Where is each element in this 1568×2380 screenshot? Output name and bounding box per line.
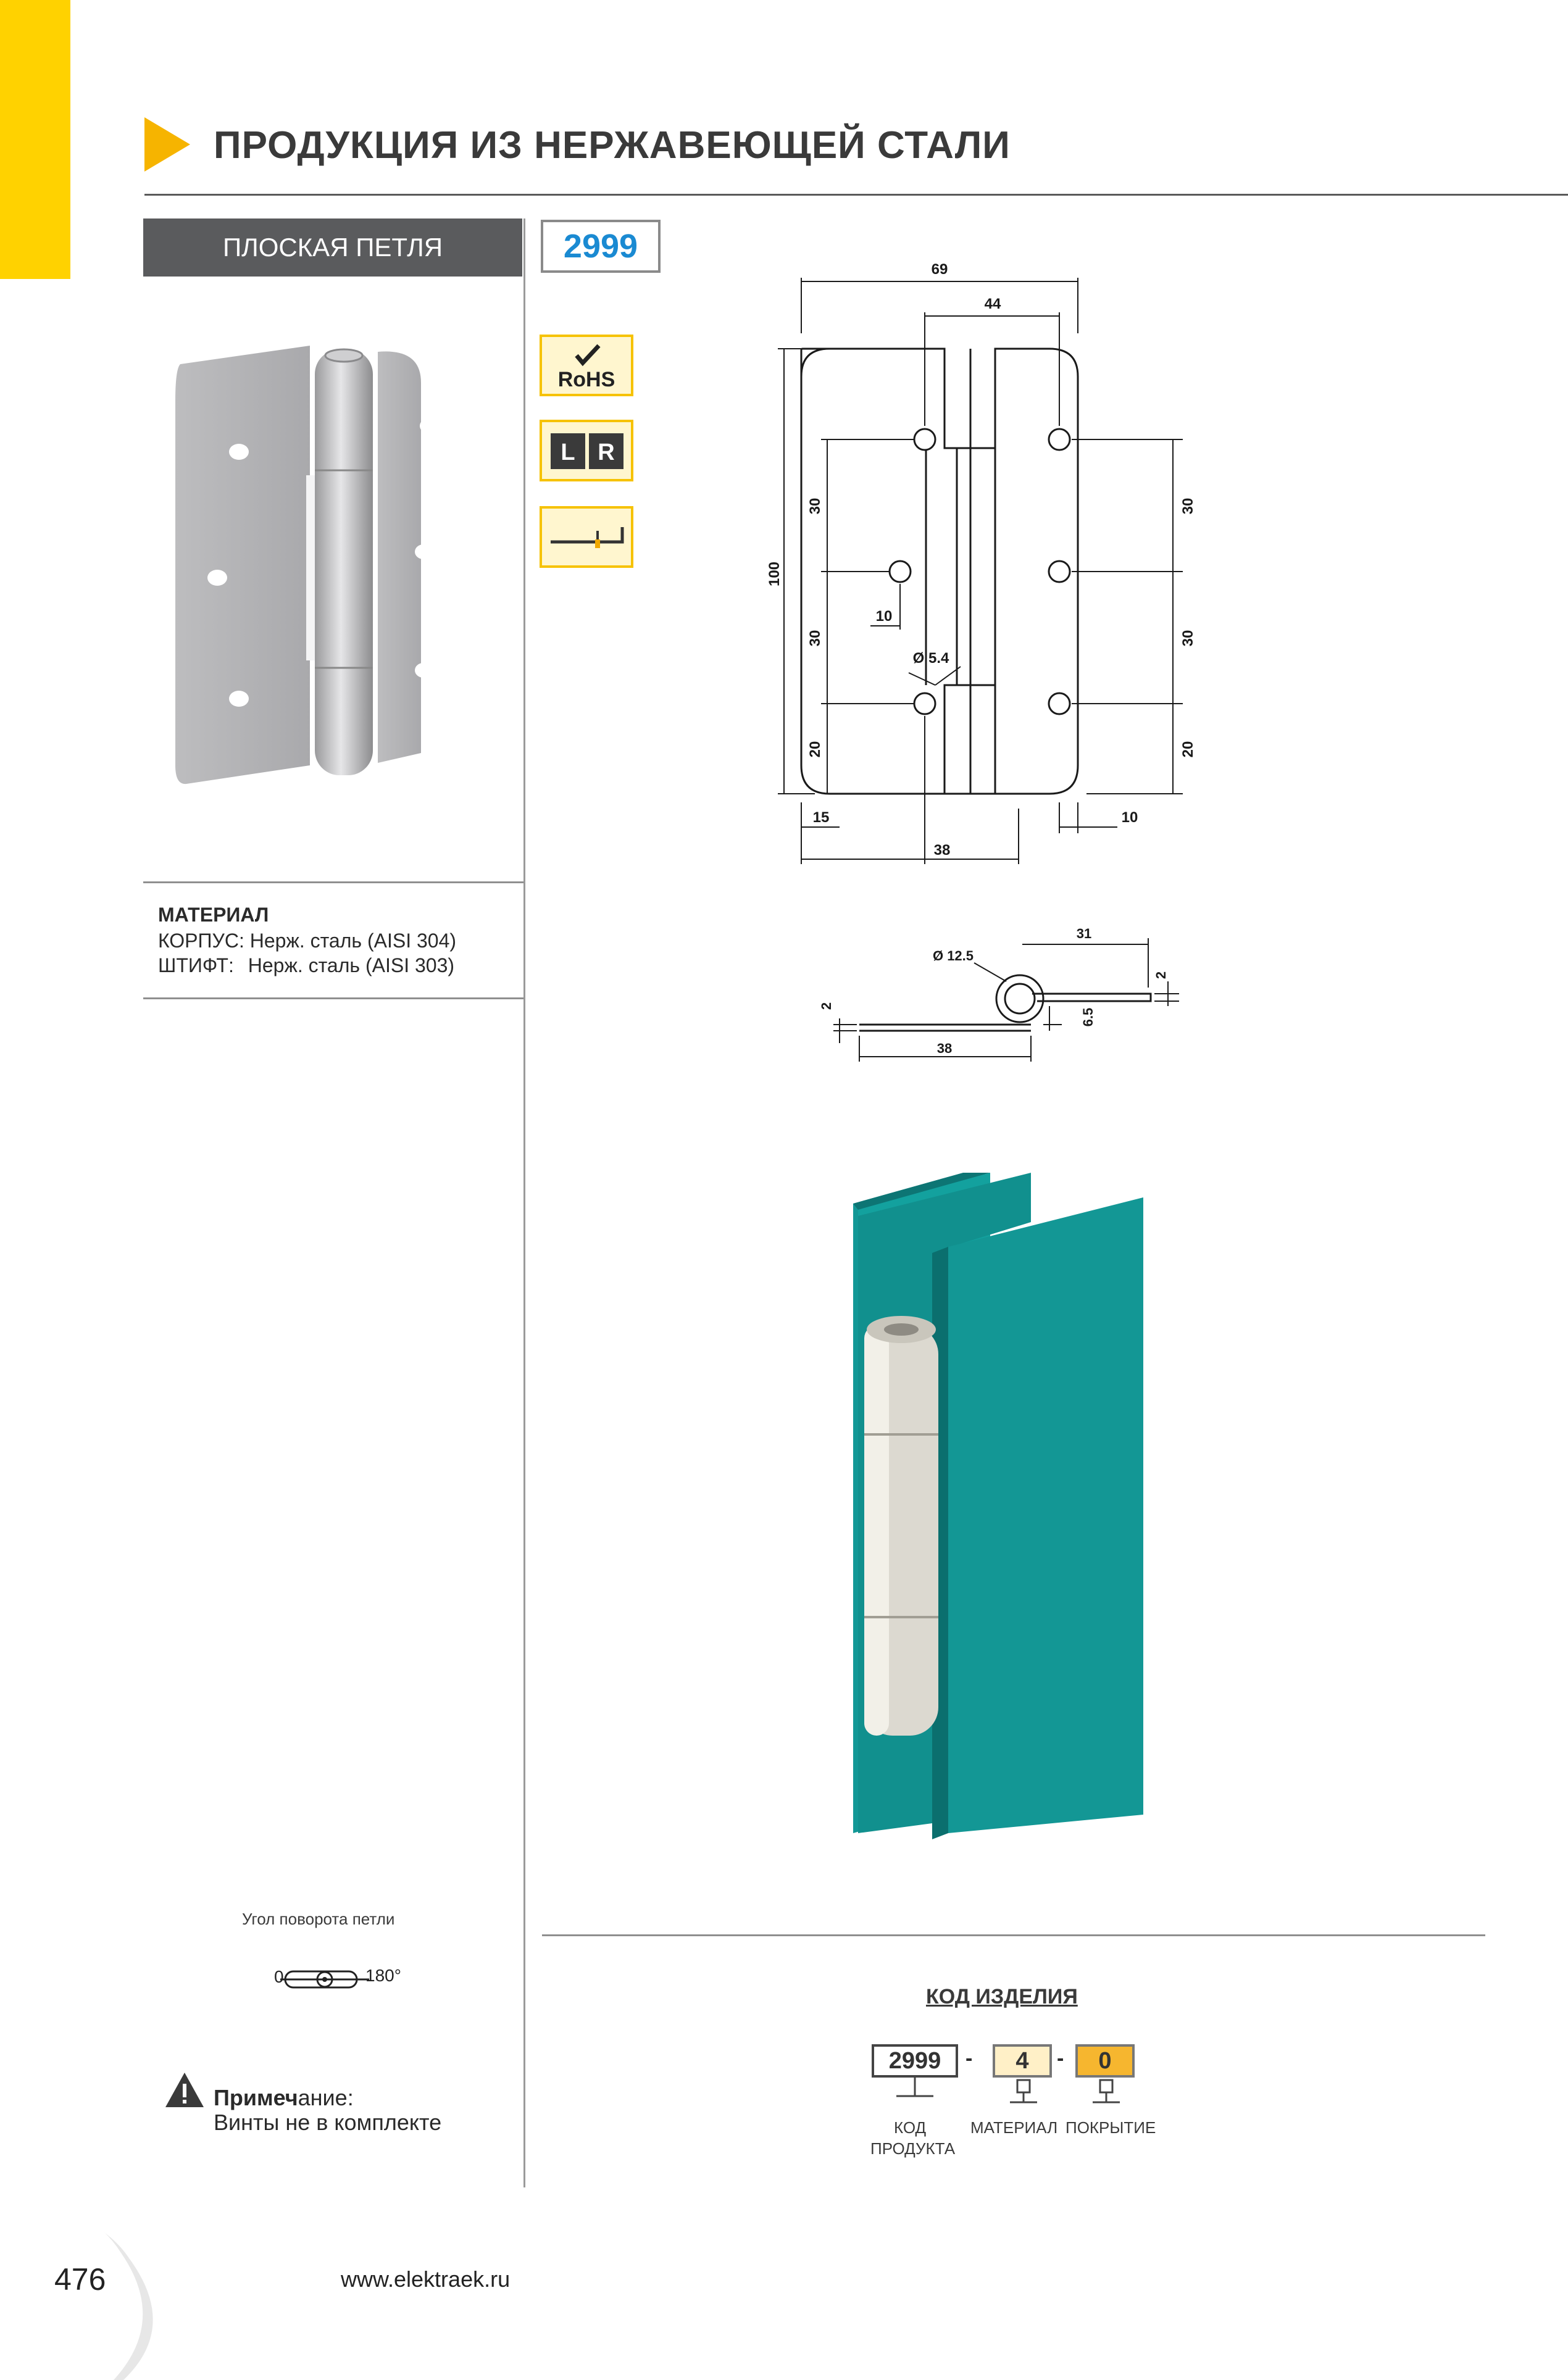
rohs-badge	[540, 335, 633, 396]
dim-31: 31	[1076, 926, 1092, 941]
rotation-max: 180°	[365, 1966, 401, 1985]
material-heading: МАТЕРИАЛ	[158, 904, 269, 926]
yellow-tab	[0, 0, 70, 279]
label-product-2: ПРОДУКТА	[870, 2139, 956, 2158]
side-view-drawing	[803, 913, 1210, 1068]
title-divider	[144, 194, 1568, 196]
left-right-badge	[540, 420, 633, 481]
pin-value: Нерж. сталь (AISI 303)	[248, 954, 455, 976]
product-code: 2999	[541, 220, 661, 273]
note-text: Винты не в комплекте	[214, 2110, 442, 2135]
dim-44: 44	[984, 296, 1001, 312]
material-body	[158, 930, 456, 952]
dim-20-right: 20	[1180, 741, 1196, 758]
dim-30-right-b: 30	[1180, 630, 1196, 647]
footer-url[interactable]: www.elektraek.ru	[341, 2266, 511, 2292]
dim-30-right-a: 30	[1180, 497, 1196, 515]
dim-30-a: 30	[807, 497, 824, 515]
note-heading-bold: Примеч	[214, 2085, 298, 2110]
order-code-dash-1: -	[965, 2047, 973, 2070]
label-product-1: КОД	[894, 2118, 927, 2137]
dim-10-right: 10	[1121, 809, 1138, 826]
left-label: L	[561, 439, 575, 465]
left-right-icon	[542, 422, 631, 479]
rotation-diagram	[272, 1963, 420, 1994]
dim-hole-diameter: Ø 5.4	[912, 650, 949, 667]
material-top-rule	[143, 881, 523, 883]
warning-icon	[164, 2071, 205, 2108]
material-pin	[158, 954, 454, 977]
material-bottom-rule	[143, 997, 523, 999]
title-arrow-icon	[144, 117, 190, 172]
label-material: МАТЕРИАЛ	[970, 2118, 1058, 2137]
product-name-bar: ПЛОСКАЯ ПЕТЛЯ	[143, 218, 522, 277]
note-heading-rest: ание:	[298, 2085, 354, 2110]
dim-6-5: 6.5	[1080, 1007, 1096, 1027]
page-number: 476	[54, 2262, 106, 2297]
column-divider	[523, 218, 525, 2187]
order-code-product: 2999	[872, 2044, 958, 2078]
order-code-rule	[542, 1934, 1485, 1936]
body-label: КОРПУС:	[158, 930, 244, 952]
dim-20: 20	[807, 741, 824, 758]
dim-15: 15	[812, 809, 830, 826]
dim-38: 38	[933, 842, 951, 859]
order-code-title: КОД ИЗДЕЛИЯ	[926, 1985, 1078, 2008]
application-render	[840, 1173, 1161, 1845]
front-view-drawing	[765, 253, 1235, 883]
label-coating: ПОКРЫТИЕ	[1065, 2118, 1156, 2137]
order-code-dash-2: -	[1057, 2047, 1064, 2070]
body-value: Нерж. сталь (AISI 304)	[249, 930, 457, 952]
flat-mount-icon	[542, 509, 631, 565]
order-code-leaders	[864, 2078, 1148, 2115]
dim-2-left: 2	[819, 1002, 834, 1010]
page-title: ПРОДУКЦИЯ ИЗ НЕРЖАВЕЮЩЕЙ СТАЛИ	[214, 124, 1011, 167]
rohs-icon	[542, 337, 631, 394]
dim-knuckle-diameter: Ø 12.5	[932, 948, 974, 963]
dim-30-b: 30	[807, 630, 824, 647]
rotation-caption: Угол поворота петли	[242, 1910, 395, 1928]
order-code-coating: 0	[1075, 2044, 1135, 2078]
rotation-min: 0	[274, 1967, 284, 1986]
dim-38-side: 38	[936, 1041, 953, 1056]
dim-100: 100	[766, 561, 783, 587]
mount-type-badge	[540, 506, 633, 568]
right-label: R	[598, 439, 615, 465]
dim-2-right: 2	[1153, 971, 1169, 980]
dim-10: 10	[875, 608, 893, 625]
dim-69: 69	[931, 261, 948, 278]
note-heading	[214, 2085, 354, 2111]
rohs-label: RoHS	[557, 368, 615, 391]
pin-label: ШТИФТ:	[158, 954, 234, 976]
hinge-photo	[131, 309, 501, 852]
order-code-material: 4	[993, 2044, 1052, 2078]
